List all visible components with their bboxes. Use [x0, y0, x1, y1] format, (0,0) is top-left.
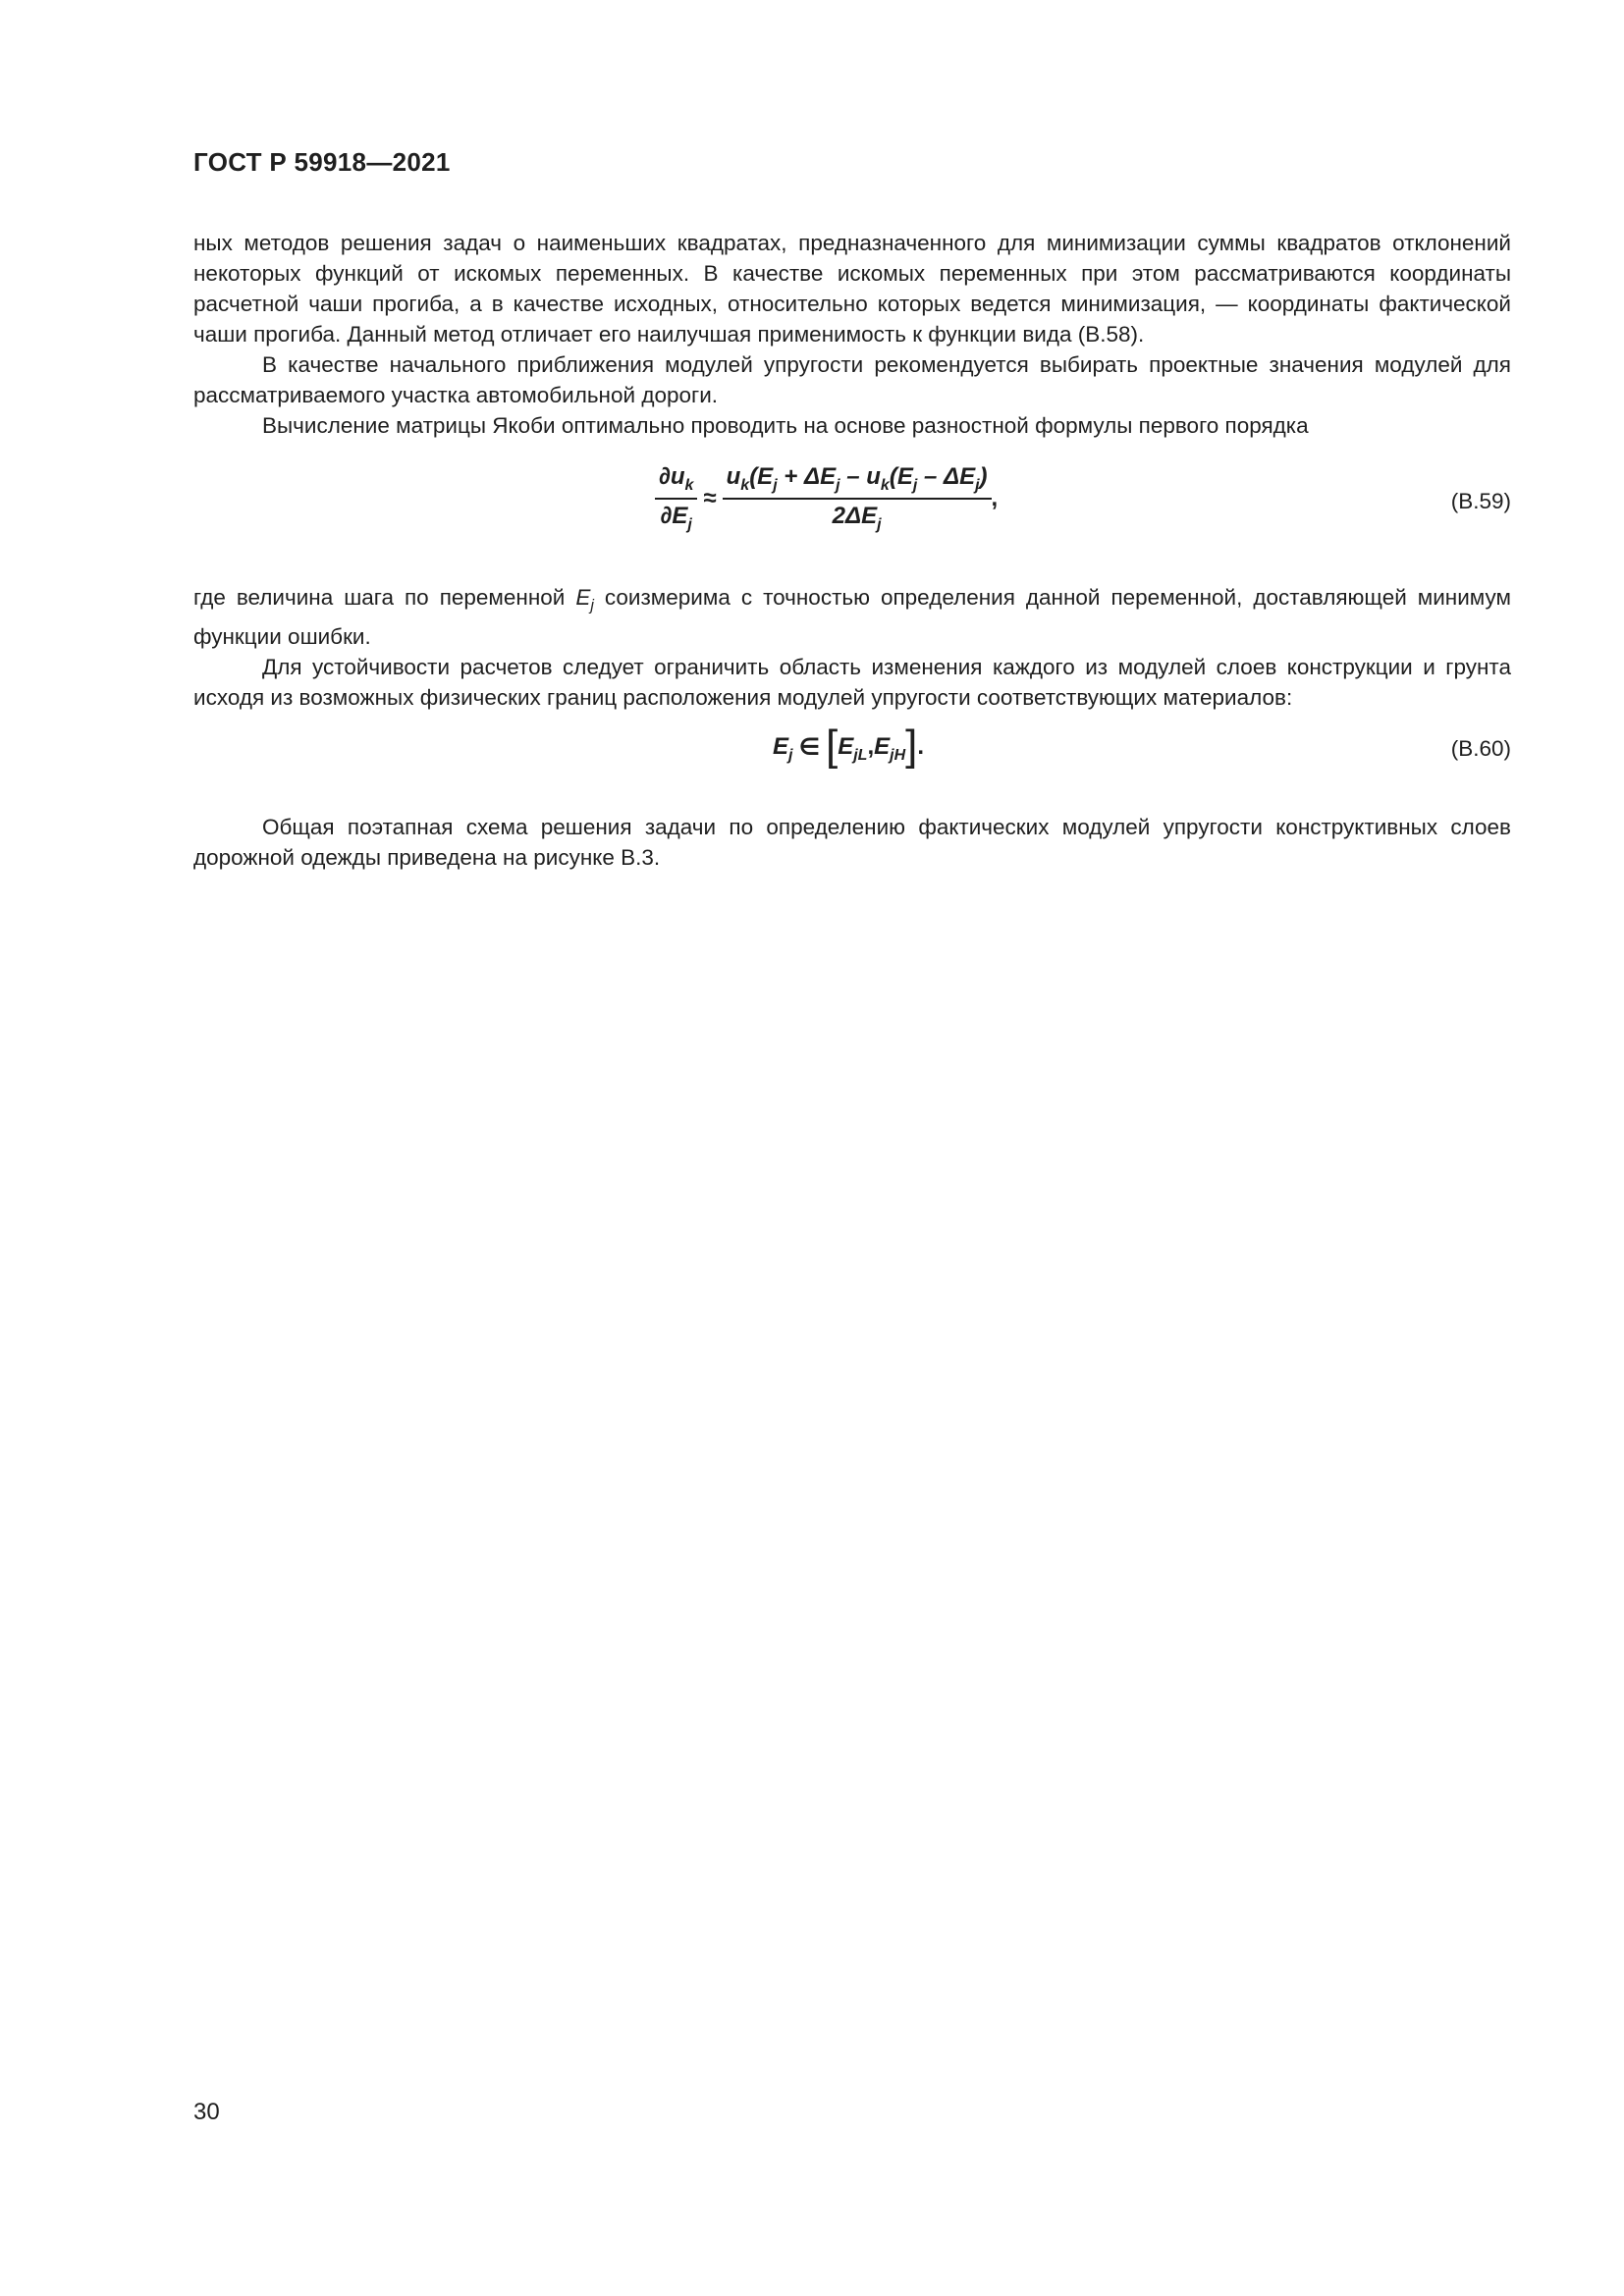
- formula-b60-expression: $E_j$ ∈ $[E_{jL},E_{jH}]$.: [773, 721, 925, 770]
- paragraph-initial-approximation: В качестве начального приближения модулей упругости рекомендуется выбирать проектные значения модулей для рассматриваемого участка автомобильной дороги.: [193, 352, 1511, 407]
- paragraph-scheme-reference: Общая поэтапная схема решения задачи по определению фактических модулей упругости конструктивных слоев дорожной одежды приведена на рисунке В.3.: [193, 815, 1511, 870]
- text-block-final: [193, 812, 1511, 873]
- formula-b59: [193, 463, 1511, 548]
- finite-difference-fraction: $\frac{u_k(E_j + \Delta E_j - u_k(E_j - \Delta E_j)}{2\Delta E_j}$: [723, 463, 992, 534]
- text-block-intro: [193, 228, 1511, 441]
- formula-b59-expression: $\frac{\partial u_k}{\partial E_j}$ ≈ $\frac{u_k(E_j + \Delta E_j - u_k(E_j - \Delta E_j)}{2\Delta E_j}$ ,: [655, 463, 998, 534]
- approx-sign: ≈: [703, 484, 717, 511]
- paragraph-continuation: ных методов решения задач о наименьших квадратах, предназначенного для минимизации суммы квадратов отклонений некоторых функций от искомых переменных. В качестве искомых переменных при этом рассматриваются координаты расчетной чаши прогиба, а в качестве исходных, относительно которых ведется минимизация, — координаты фактической чаши прогиба. Данный метод отличает его наилучшая применимость к функции вида (В.58).: [193, 231, 1511, 347]
- text-block-step: [193, 582, 1511, 713]
- paragraph-step-size: где величина шага по переменной $E_j$ соизмерима с точностью определения данной переменной, доставляющей минимум функции ошибки.: [193, 585, 1511, 649]
- partial-derivative-fraction: $\frac{\partial u_k}{\partial E_j}$: [655, 463, 697, 534]
- page-number: 30: [193, 2099, 220, 2125]
- equation-number-b59: (В.59): [1450, 489, 1511, 513]
- document-header: ГОСТ Р 59918—2021: [193, 147, 451, 177]
- equation-number-b60: (В.60): [1450, 736, 1511, 761]
- formula-b60: [193, 721, 1511, 782]
- paragraph-stability: Для устойчивости расчетов следует ограничить область изменения каждого из модулей слоев конструкции и грунта исходя из возможных физических границ расположения модулей упругости соответствующих материалов:: [193, 654, 1511, 710]
- paragraph-jacobian: Вычисление матрицы Якоби оптимально проводить на основе разностной формулы первого порядка: [262, 413, 1309, 438]
